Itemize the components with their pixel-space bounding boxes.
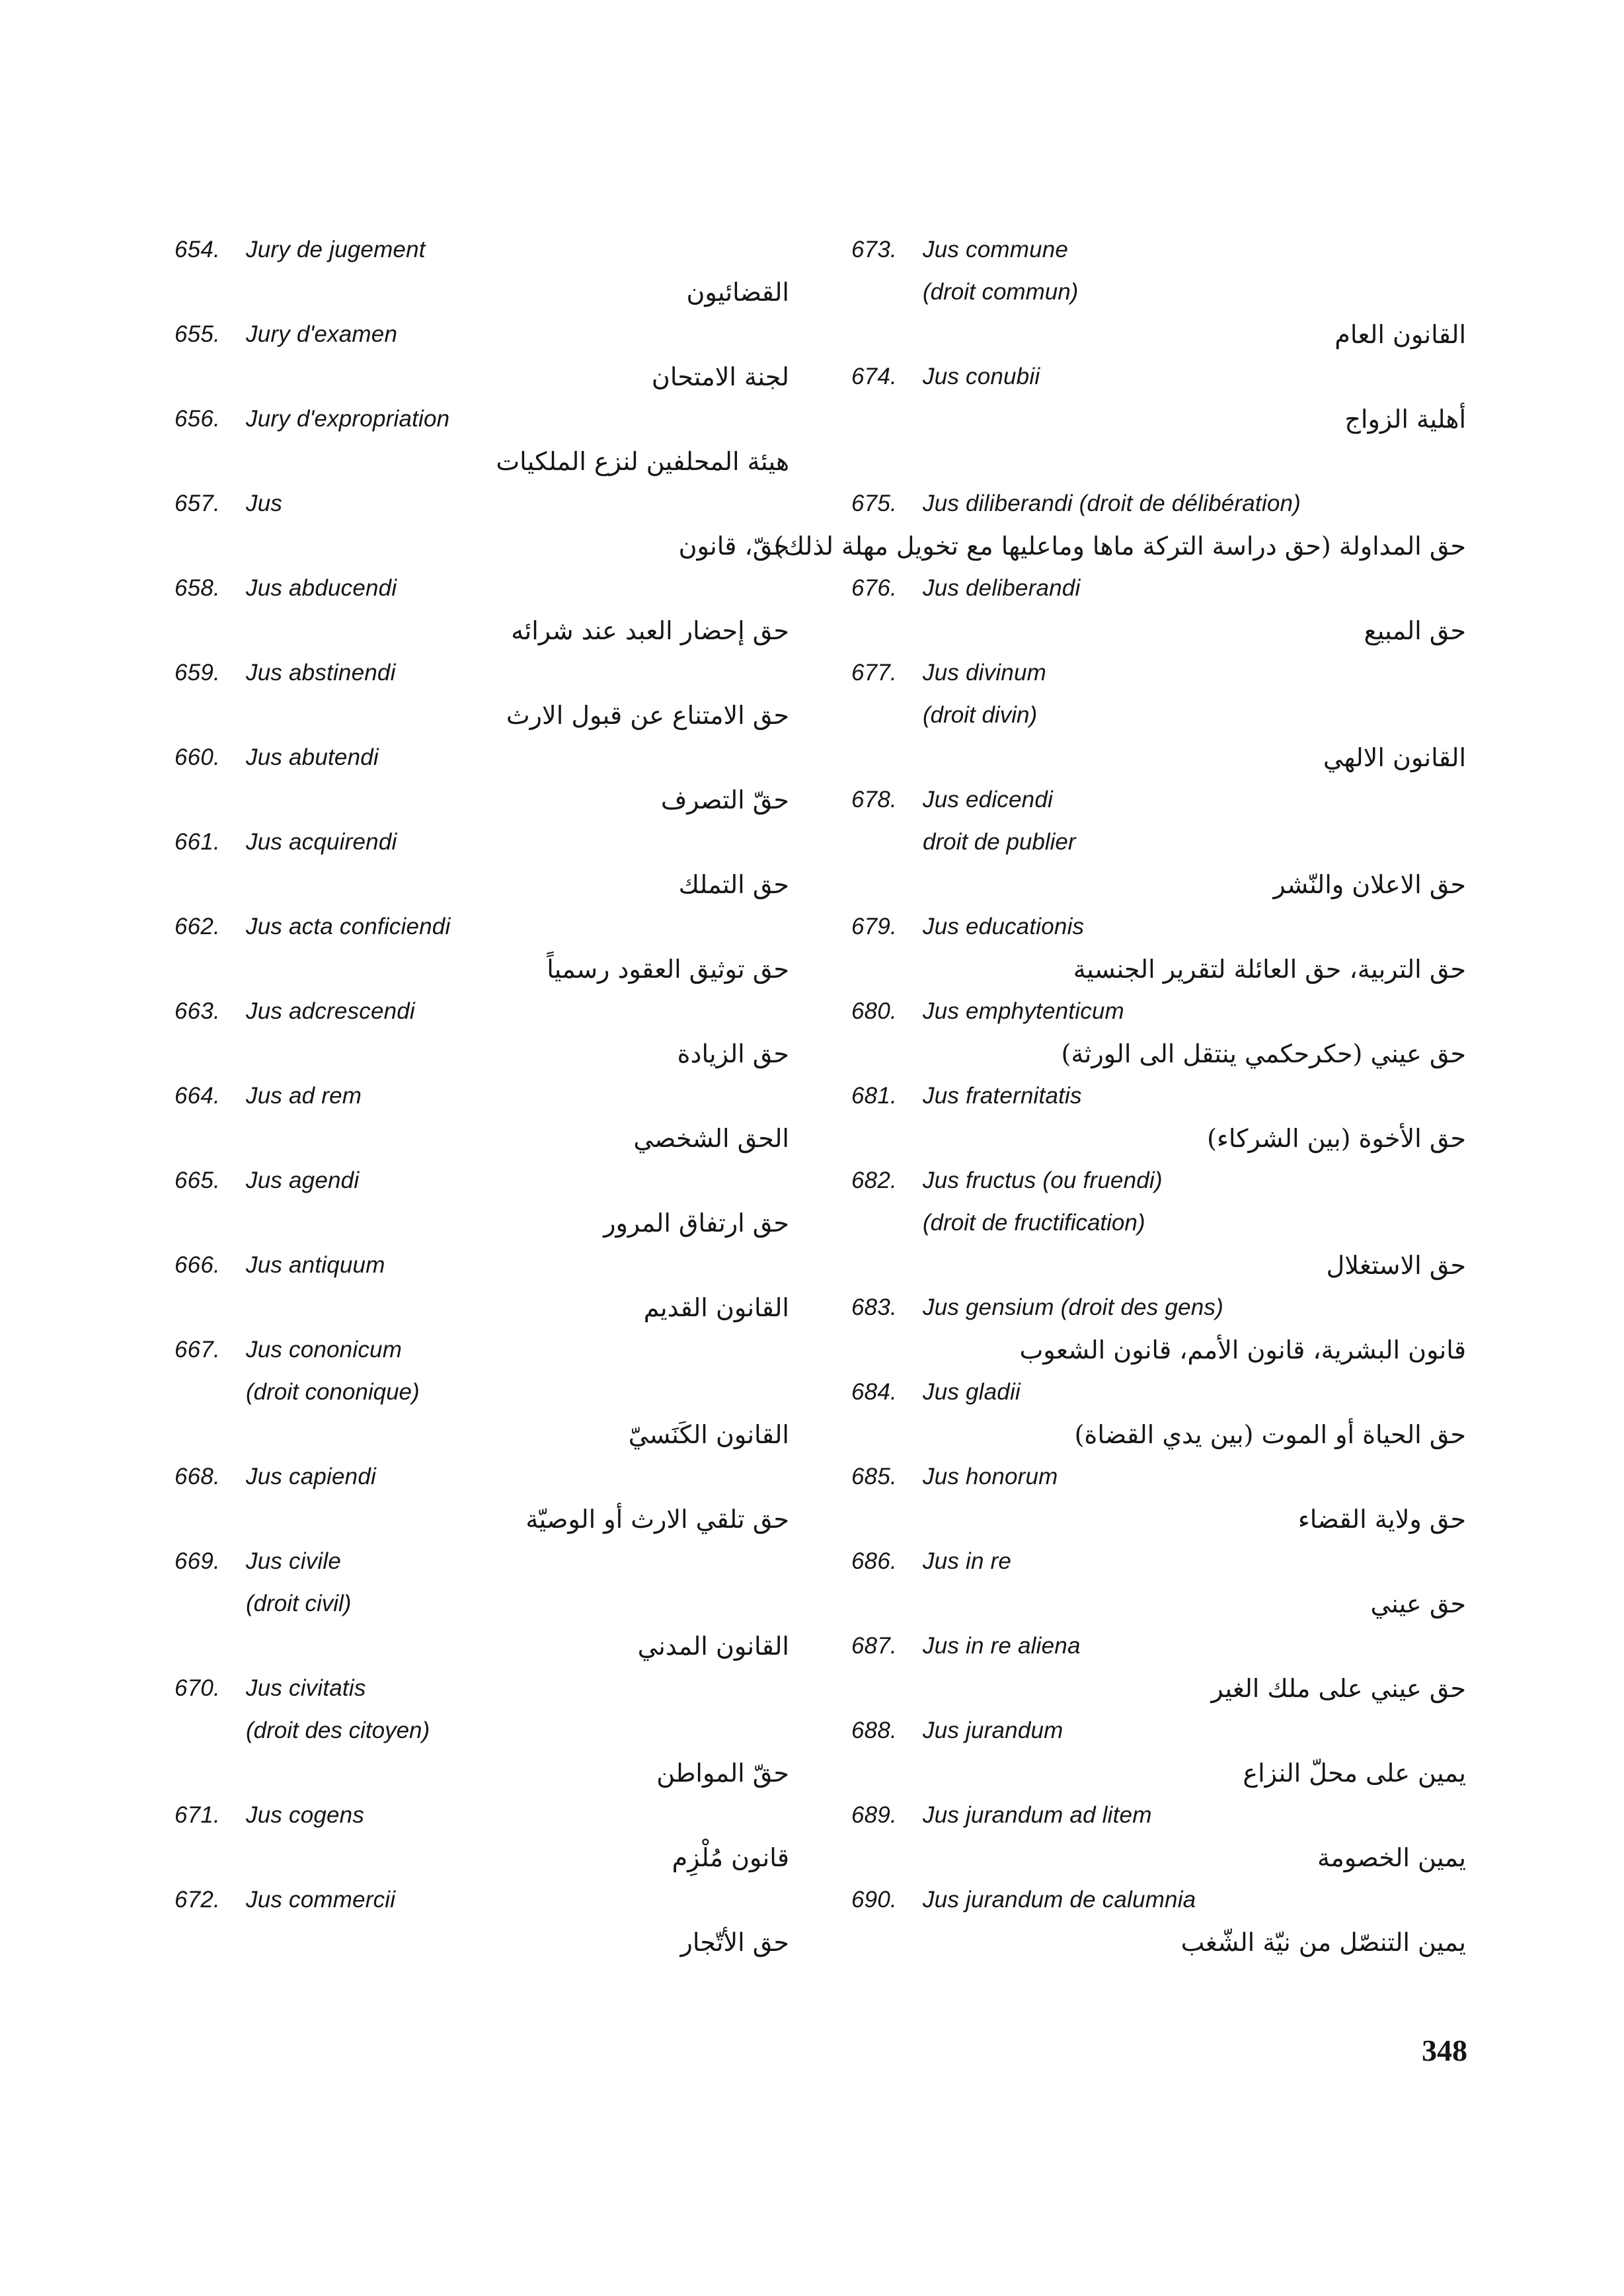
entry-arabic-translation: قانون البشرية، قانون الأمم، قانون الشعوب bbox=[1019, 1335, 1466, 1365]
entry-term: Jus antiquum bbox=[246, 1252, 385, 1278]
entry-arabic-translation: حق عيني على ملك الغير bbox=[1211, 1674, 1466, 1703]
entry-arabic-translation: يمين التنصّل من نيّة الشّغب bbox=[1180, 1928, 1466, 1957]
entry-term: Jus cononicum bbox=[246, 1337, 403, 1363]
entry-arabic-translation: حقّ المواطن bbox=[656, 1759, 789, 1788]
entry-term: Jury de jugement bbox=[246, 237, 426, 262]
entry-arabic-translation: حق توثيق العقود رسمياً bbox=[547, 955, 789, 984]
entry-arabic-translation: حق المداولة (حق دراسة التركة ماها وماعليها مع تخويل مهلة لذلك) bbox=[773, 532, 1466, 561]
entry-subterm: (droit divin) bbox=[923, 702, 1038, 728]
entry-headword bbox=[174, 313, 789, 356]
entry-number: 681. bbox=[851, 1083, 897, 1109]
entry-number: 675. bbox=[851, 491, 897, 516]
dictionary-entry bbox=[174, 229, 789, 313]
entry-number: 668. bbox=[174, 1464, 220, 1489]
entry-headword bbox=[851, 652, 1466, 694]
entry-term: Jury d'expropriation bbox=[246, 406, 450, 432]
entry-headword bbox=[174, 1075, 789, 1117]
entry-headword bbox=[174, 652, 789, 694]
entry-subterm: (droit commun) bbox=[923, 279, 1079, 305]
entry-number: 674. bbox=[851, 364, 897, 389]
entry-number: 661. bbox=[174, 829, 220, 855]
entry-arabic-translation: حق ولاية القضاء bbox=[1297, 1505, 1466, 1534]
entry-number: 667. bbox=[174, 1337, 220, 1363]
entry-headword bbox=[174, 1667, 789, 1710]
entry-headword bbox=[174, 229, 789, 271]
entry-arabic-translation: حق إحضار العبد عند شرائه bbox=[511, 616, 789, 645]
entry-term: Jus acta conficiendi bbox=[246, 914, 451, 939]
entry-number: 687. bbox=[851, 1633, 897, 1659]
entry-arabic-translation: حق الزيادة bbox=[677, 1039, 789, 1068]
entry-number: 670. bbox=[174, 1675, 220, 1701]
dictionary-entry bbox=[174, 1075, 789, 1160]
entry-headword bbox=[851, 1710, 1466, 1752]
entry-term: Jus jurandum de calumnia bbox=[923, 1887, 1196, 1913]
dictionary-entry bbox=[174, 906, 789, 990]
entry-arabic-translation: أهلية الزواج bbox=[1344, 405, 1466, 434]
entry-arabic-translation: حق الأخوة (بين الشركاء) bbox=[1207, 1124, 1466, 1153]
right-column bbox=[773, 229, 1466, 1963]
entry-headword bbox=[174, 1879, 789, 1921]
dictionary-entry bbox=[851, 1625, 1466, 1710]
entry-arabic-translation: حقّ التصرف bbox=[660, 785, 789, 814]
entry-arabic-translation: حق المبيع bbox=[1364, 616, 1466, 645]
dictionary-entry bbox=[174, 398, 789, 483]
entry-arabic-translation: يمين على محلّ النزاع bbox=[1243, 1759, 1466, 1788]
entry-number: 655. bbox=[174, 321, 220, 347]
entry-term: Jus honorum bbox=[923, 1464, 1058, 1489]
entry-term: Jus jurandum bbox=[923, 1718, 1063, 1743]
entry-term: Jus fraternitatis bbox=[923, 1083, 1082, 1109]
entry-arabic-translation: حق عيني bbox=[1370, 1589, 1466, 1618]
dictionary-entry bbox=[851, 1456, 1466, 1540]
entry-term: Jus capiendi bbox=[246, 1464, 376, 1489]
entry-number: 663. bbox=[174, 998, 220, 1024]
entry-headword bbox=[174, 1244, 789, 1287]
entry-headword bbox=[851, 1160, 1466, 1202]
entry-term: Jus commercii bbox=[246, 1887, 396, 1913]
entry-arabic-translation: حق عيني (حكرحكمي ينتقل الى الورثة) bbox=[1061, 1039, 1466, 1068]
entry-arabic-translation: الحق الشخصي bbox=[633, 1124, 789, 1153]
entry-headword bbox=[851, 1794, 1466, 1837]
entry-headword bbox=[174, 906, 789, 948]
entry-headword bbox=[851, 990, 1466, 1033]
entry-headword bbox=[174, 821, 789, 863]
entry-arabic-translation: حق ارتفاق المرور bbox=[603, 1208, 789, 1238]
entry-number: 678. bbox=[851, 787, 897, 812]
entry-term: Jury d'examen bbox=[246, 321, 398, 347]
entry-term: Jus emphytenticum bbox=[923, 998, 1124, 1024]
entry-number: 657. bbox=[174, 491, 220, 516]
entry-subterm: (droit de fructification) bbox=[923, 1210, 1145, 1236]
entry-headword bbox=[851, 483, 1466, 525]
entry-number: 654. bbox=[174, 237, 220, 262]
entry-term: Jus educationis bbox=[923, 914, 1085, 939]
dictionary-entry bbox=[851, 652, 1466, 779]
dictionary-entry bbox=[851, 1710, 1466, 1794]
entry-arabic-translation: القضائيون bbox=[686, 278, 789, 307]
entry-headword bbox=[851, 229, 1466, 271]
entry-arabic-translation: القانون المدني bbox=[637, 1632, 789, 1661]
entry-arabic-translation: حق التربية، حق العائلة لتقرير الجنسية bbox=[1073, 955, 1466, 984]
entry-headword bbox=[851, 1456, 1466, 1498]
entry-number: 673. bbox=[851, 237, 897, 262]
entry-number: 686. bbox=[851, 1548, 897, 1574]
entry-term: Jus commune bbox=[923, 237, 1069, 262]
entry-headword bbox=[174, 483, 789, 525]
entry-number: 684. bbox=[851, 1379, 897, 1405]
dictionary-entry bbox=[851, 1160, 1466, 1287]
entry-number: 665. bbox=[174, 1168, 220, 1193]
entry-headword bbox=[851, 1625, 1466, 1667]
entry-headword bbox=[851, 1371, 1466, 1413]
dictionary-entry bbox=[851, 1879, 1466, 1963]
entry-term: Jus acquirendi bbox=[246, 829, 397, 855]
entry-subterm: droit de publier bbox=[923, 829, 1076, 855]
dictionary-entry bbox=[174, 652, 789, 736]
entry-term: Jus deliberandi bbox=[923, 575, 1081, 601]
dictionary-entry bbox=[851, 1075, 1466, 1160]
entry-term: Jus abstinendi bbox=[246, 660, 396, 686]
entry-number: 656. bbox=[174, 406, 220, 432]
entry-number: 690. bbox=[851, 1887, 897, 1913]
entry-arabic-translation: حق الحياة أو الموت (بين يدي القضاة) bbox=[1074, 1420, 1466, 1449]
dictionary-entry bbox=[851, 356, 1466, 483]
entry-term: Jus cogens bbox=[246, 1802, 365, 1828]
entry-arabic-translation: القانون الكَنَسيّ bbox=[628, 1420, 789, 1449]
entry-arabic-translation: حق الاستغلال bbox=[1326, 1251, 1466, 1280]
page-number: 348 bbox=[1422, 2034, 1467, 2067]
entry-number: 680. bbox=[851, 998, 897, 1024]
dictionary-entry bbox=[174, 1879, 789, 1963]
entry-term: Jus adcrescendi bbox=[246, 998, 415, 1024]
dictionary-entry bbox=[174, 1160, 789, 1244]
dictionary-entry bbox=[174, 1667, 789, 1794]
dictionary-entry bbox=[174, 567, 789, 652]
entry-headword bbox=[851, 779, 1466, 821]
entry-term: Jus divinum bbox=[923, 660, 1046, 686]
entry-term: Jus fructus (ou fruendi) bbox=[923, 1168, 1163, 1193]
entry-term: Jus in re aliena bbox=[923, 1633, 1081, 1659]
entry-term: Jus gladii bbox=[923, 1379, 1021, 1405]
entry-headword bbox=[174, 567, 789, 610]
entry-headword bbox=[851, 1879, 1466, 1921]
entry-subterm: (droit des citoyen) bbox=[246, 1718, 430, 1743]
entry-arabic-translation: يمين الخصومة bbox=[1317, 1843, 1466, 1872]
dictionary-entry bbox=[174, 821, 789, 906]
dictionary-entry bbox=[174, 313, 789, 398]
dictionary-entry bbox=[851, 990, 1466, 1075]
dictionary-entry bbox=[174, 1329, 789, 1456]
left-column bbox=[174, 229, 789, 1963]
dictionary-entry bbox=[851, 1540, 1466, 1625]
entry-term: Jus diliberandi (droit de délibération) bbox=[923, 491, 1301, 516]
entry-arabic-translation: حق تلقي الارث أو الوصيّة bbox=[525, 1505, 789, 1534]
entry-number: 664. bbox=[174, 1083, 220, 1109]
entry-term: Jus jurandum ad litem bbox=[923, 1802, 1152, 1828]
entry-arabic-translation: حق الاعلان والنّشر bbox=[1273, 870, 1466, 899]
entry-headword bbox=[851, 1540, 1466, 1583]
entry-arabic-translation: حق الامتناع عن قبول الارث bbox=[506, 701, 789, 730]
dictionary-entry bbox=[851, 1287, 1466, 1371]
entry-arabic-translation: القانون العام bbox=[1334, 320, 1466, 349]
entry-subterm: (droit cononique) bbox=[246, 1379, 420, 1405]
dictionary-entry bbox=[174, 990, 789, 1075]
entry-term: Jus gensium (droit des gens) bbox=[923, 1294, 1223, 1320]
entry-number: 685. bbox=[851, 1464, 897, 1489]
entry-headword bbox=[851, 567, 1466, 610]
entry-arabic-translation: قانون مُلْزِم bbox=[672, 1843, 789, 1872]
entry-number: 689. bbox=[851, 1802, 897, 1828]
entry-number: 677. bbox=[851, 660, 897, 686]
entry-headword bbox=[851, 1287, 1466, 1329]
entry-arabic-translation: القانون القديم bbox=[643, 1293, 789, 1322]
dictionary-entry bbox=[174, 1456, 789, 1540]
dictionary-entry bbox=[174, 1794, 789, 1879]
entry-headword bbox=[174, 736, 789, 779]
dictionary-entry bbox=[851, 567, 1466, 652]
entry-arabic-translation: هيئة المحلفين لنزع الملكيات bbox=[496, 447, 789, 476]
entry-headword bbox=[174, 398, 789, 440]
entry-number: 660. bbox=[174, 744, 220, 770]
entry-headword bbox=[851, 906, 1466, 948]
entry-term: Jus bbox=[246, 491, 283, 516]
entry-arabic-translation: القانون الالهي bbox=[1323, 743, 1466, 772]
entry-headword bbox=[174, 1160, 789, 1202]
dictionary-entry bbox=[851, 779, 1466, 906]
entry-number: 688. bbox=[851, 1718, 897, 1743]
entry-number: 658. bbox=[174, 575, 220, 601]
entry-arabic-translation: حق التملك bbox=[678, 870, 789, 899]
entry-number: 669. bbox=[174, 1548, 220, 1574]
entry-number: 682. bbox=[851, 1168, 897, 1193]
entry-headword bbox=[174, 990, 789, 1033]
entry-number: 676. bbox=[851, 575, 897, 601]
entry-headword bbox=[851, 356, 1466, 398]
dictionary-entry bbox=[174, 736, 789, 821]
entry-number: 679. bbox=[851, 914, 897, 939]
dictionary-entry bbox=[174, 1540, 789, 1667]
dictionary-entry bbox=[851, 1794, 1466, 1879]
entry-term: Jus conubii bbox=[923, 364, 1040, 389]
entry-arabic-translation: لجنة الامتحان bbox=[651, 362, 789, 391]
dictionary-entry bbox=[851, 906, 1466, 990]
entry-term: Jus agendi bbox=[246, 1168, 360, 1193]
entry-number: 672. bbox=[174, 1887, 220, 1913]
entry-arabic-translation: حقّ، قانون bbox=[678, 532, 789, 561]
entry-subterm: (droit civil) bbox=[246, 1591, 352, 1616]
entry-spacer bbox=[851, 440, 1466, 483]
entry-term: Jus ad rem bbox=[246, 1083, 362, 1109]
entry-headword bbox=[851, 1075, 1466, 1117]
entry-term: Jus abutendi bbox=[246, 744, 379, 770]
entry-term: Jus civile bbox=[246, 1548, 341, 1574]
entry-arabic-translation: حق الأتّجار bbox=[680, 1928, 789, 1957]
dictionary-entry bbox=[174, 483, 789, 567]
entry-term: Jus abducendi bbox=[246, 575, 397, 601]
entry-headword bbox=[174, 1456, 789, 1498]
entry-number: 671. bbox=[174, 1802, 220, 1828]
entry-term: Jus civitatis bbox=[246, 1675, 366, 1701]
dictionary-entry bbox=[174, 1244, 789, 1329]
dictionary-entry bbox=[851, 229, 1466, 356]
dictionary-entry bbox=[851, 1371, 1466, 1456]
entry-term: Jus in re bbox=[923, 1548, 1012, 1574]
entry-number: 662. bbox=[174, 914, 220, 939]
dictionary-entry bbox=[773, 483, 1466, 567]
entry-number: 666. bbox=[174, 1252, 220, 1278]
entry-number: 659. bbox=[174, 660, 220, 686]
entry-headword bbox=[174, 1540, 789, 1583]
entry-headword bbox=[174, 1794, 789, 1837]
entry-headword bbox=[174, 1329, 789, 1371]
entry-number: 683. bbox=[851, 1294, 897, 1320]
entry-term: Jus edicendi bbox=[923, 787, 1053, 812]
